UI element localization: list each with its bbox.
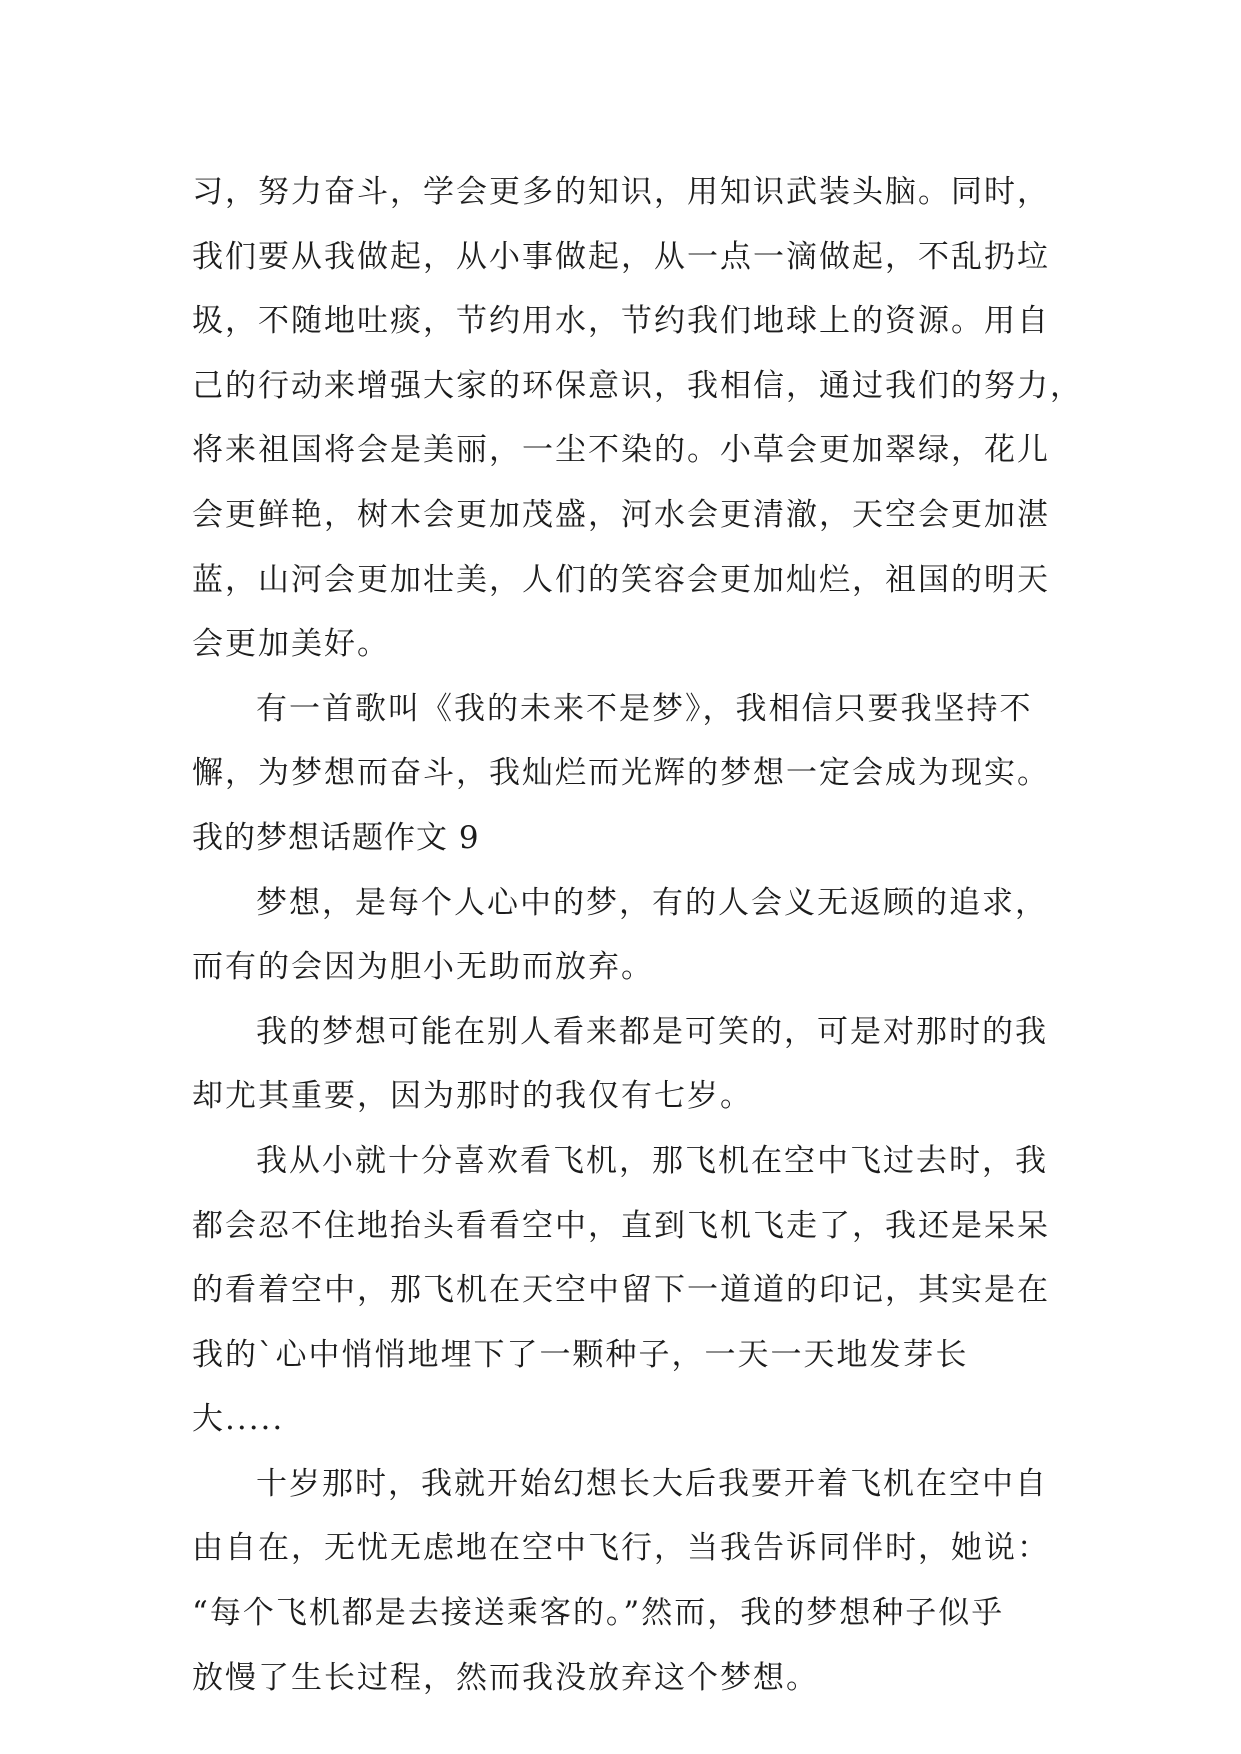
- text-line: 由自在，无忧无虑地在空中飞行，当我告诉同伴时，她说：: [192, 1530, 1050, 1567]
- text-line: 的看着空中，那飞机在天空中留下一道道的印记，其实是在: [192, 1272, 1050, 1309]
- text-line: 懈，为梦想而奋斗，我灿烂而光辉的梦想一定会成为现实。: [192, 755, 1050, 792]
- document-body: [192, 160, 1083, 1710]
- text-line: 我们要从我做起，从小事做起，从一点一滴做起，不乱扔垃: [192, 238, 1050, 275]
- paragraph-first-line: 有一首歌叫《我的未来不是梦》，我相信只要我坚持不: [256, 690, 1033, 727]
- text-line: 放慢了生长过程，然而我没放弃这个梦想。: [192, 1659, 819, 1696]
- text-line: 都会忍不住地抬头看看空中，直到飞机飞走了，我还是呆呆: [192, 1207, 1050, 1244]
- text-line: 圾，不随地吐痰，节约用水，节约我们地球上的资源。用自: [192, 303, 1050, 340]
- paragraph-first-line: 我从小就十分喜欢看飞机，那飞机在空中飞过去时，我: [256, 1142, 1048, 1179]
- section-heading: 我的梦想话题作文 9: [192, 819, 480, 856]
- text-line: 会更鲜艳，树木会更加茂盛，河水会更清澈，天空会更加湛: [192, 496, 1050, 533]
- paragraph-first-line: 十岁那时，我就开始幻想长大后我要开着飞机在空中自: [256, 1465, 1048, 1502]
- paragraph-first-line: 我的梦想可能在别人看来都是可笑的，可是对那时的我: [256, 1013, 1048, 1050]
- text-line: 蓝，山河会更加壮美，人们的笑容会更加灿烂，祖国的明天: [192, 561, 1050, 598]
- text-line: 会更加美好。: [192, 626, 390, 663]
- text-line: 习，努力奋斗，学会更多的知识，用知识武装头脑。同时，: [192, 174, 1050, 210]
- text-line: 我的`心中悄悄地埋下了一颗种子，一天一天地发芽长: [192, 1336, 969, 1373]
- text-line: “每个飞机都是去接送乘客的。”然而，我的梦想种子似乎: [192, 1595, 1005, 1632]
- paragraph-first-line: 梦想，是每个人心中的梦，有的人会义无返顾的追求，: [256, 884, 1048, 921]
- text-line: 己的行动来增强大家的环保意识，我相信，通过我们的努力，: [192, 367, 1083, 404]
- text-line: 却尤其重要，因为那时的我仅有七岁。: [192, 1078, 753, 1115]
- text-line: 而有的会因为胆小无助而放弃。: [192, 949, 654, 986]
- text-line: 将来祖国将会是美丽，一尘不染的。小草会更加翠绿，花儿: [192, 432, 1050, 469]
- text-line: 大.....: [192, 1401, 285, 1438]
